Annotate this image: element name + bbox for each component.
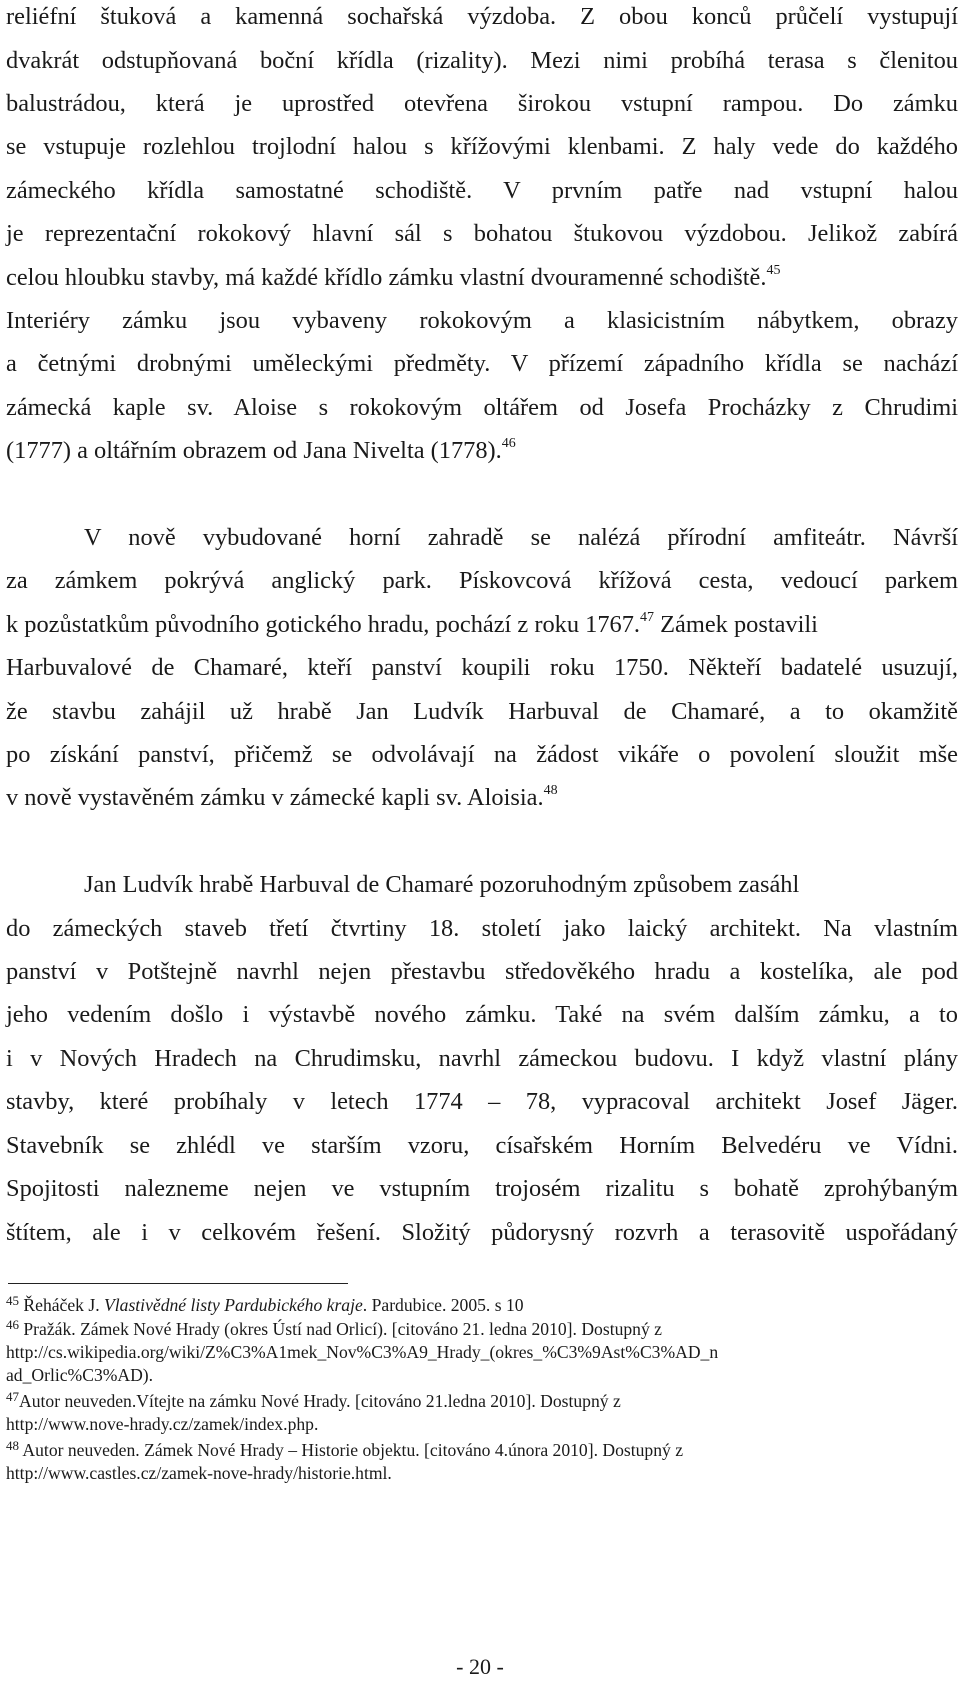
body-text-line: Harbuvalové de Chamaré, kteří panství koupili roku 1750. Někteří badatelé usuzují, bbox=[6, 654, 958, 681]
footnote-number: 46 bbox=[6, 1317, 19, 1332]
footnote-46-link[interactable]: http://cs.wikipedia.org/wiki/Z%C3%A1mek_Nov%C3%A9_Hrady_(okres_%C3%9Ast%C3%AD_n bbox=[6, 1342, 719, 1362]
line-text: celou hloubku stavby, má každé křídlo zámku vlastní dvouramenné schodiště. bbox=[6, 264, 767, 291]
footnote-number: 47 bbox=[6, 1389, 19, 1404]
body-text-line: i v Nových Hradech na Chrudimsku, navrhl zámeckou budovu. I když vlastní plány bbox=[6, 1045, 958, 1072]
body-text-line: po získání panství, přičemž se odvolávají na žádost vikáře o povolení sloužit mše bbox=[6, 741, 958, 768]
footnote-47-link[interactable]: http://www.nove-hrady.cz/zamek/index.php. bbox=[6, 1414, 319, 1434]
footnote-ref-47[interactable]: 47 bbox=[640, 610, 655, 625]
footnote-text: Autor neuveden.Vítejte na zámku Nové Hrady. [citováno 21.ledna 2010]. Dostupný z bbox=[19, 1391, 621, 1411]
line-text: k pozůstatkům původního gotického hradu, pochází z roku 1767. bbox=[6, 611, 641, 638]
footnote-number: 45 bbox=[6, 1293, 19, 1308]
body-text-line: Spojitosti nalezneme nejen ve vstupním trojosém rizalitu s bohatě zprohýbaným bbox=[6, 1175, 958, 1202]
body-text-line: do zámeckých staveb třetí čtvrtiny 18. století jako laický architekt. Na vlastním bbox=[6, 915, 958, 942]
body-text-line bbox=[6, 436, 516, 466]
footnote-number: 48 bbox=[6, 1438, 19, 1453]
footnote-title: Vlastivědné listy Pardubického kraje bbox=[104, 1295, 363, 1315]
line-text: v nově vystavěném zámku v zámecké kapli sv. Aloisia. bbox=[6, 784, 544, 811]
body-text-line: je reprezentační rokokový hlavní sál s bohatou štukovou výzdobou. Jelikož zabírá bbox=[6, 220, 958, 247]
body-text-line: Jan Ludvík hrabě Harbuval de Chamaré pozoruhodným způsobem zasáhl bbox=[84, 871, 800, 898]
footnote-ref-45[interactable]: 45 bbox=[766, 263, 781, 278]
body-text-line: zámeckého křídla samostatné schodiště. V prvním patře nad vstupní halou bbox=[6, 177, 958, 204]
body-text-line: reliéfní štuková a kamenná sochařská výzdoba. Z obou konců průčelí vystupují bbox=[6, 3, 958, 30]
footnote-48-link[interactable]: http://www.castles.cz/zamek-nove-hrady/historie.html. bbox=[6, 1463, 392, 1483]
body-text-line: za zámkem pokrývá anglický park. Pískovcová křížová cesta, vedoucí parkem bbox=[6, 567, 958, 594]
body-text-line: dvakrát odstupňovaná boční křídla (rizality). Mezi nimi probíhá terasa s členitou bbox=[6, 47, 958, 74]
footnote-46 bbox=[6, 1318, 662, 1340]
body-text-line: se vstupuje rozlehlou trojlodní halou s křížovými klenbami. Z haly vede do každého bbox=[6, 133, 958, 160]
footnote-text: Pražák. Zámek Nové Hrady (okres Ústí nad Orlicí). [citováno 21. ledna 2010]. Dostupný z bbox=[19, 1319, 662, 1339]
line-text: (1777) a oltářním obrazem od Jana Nivelta (1778). bbox=[6, 437, 502, 464]
body-text-line: štítem, ale i v celkovém řešení. Složitý půdorysný rozvrh a terasovitě uspořádaný bbox=[6, 1219, 958, 1246]
footnote-separator bbox=[8, 1283, 348, 1284]
body-text-line: panství v Potštejně navrhl nejen přestavbu středověkého hradu a kostelíka, ale pod bbox=[6, 958, 958, 985]
body-text-line: V nově vybudované horní zahradě se nalézá přírodní amfiteátr. Návrší bbox=[84, 524, 958, 551]
footnote-text: . Pardubice. 2005. s 10 bbox=[362, 1295, 524, 1315]
footnote-48 bbox=[6, 1439, 683, 1461]
footnote-45 bbox=[6, 1294, 524, 1316]
footnote-ref-48[interactable]: 48 bbox=[543, 783, 558, 798]
body-text-line: že stavbu zahájil už hrabě Jan Ludvík Harbuval de Chamaré, a to okamžitě bbox=[6, 698, 958, 725]
body-text-line: balustrádou, která je uprostřed otevřena širokou vstupní rampou. Do zámku bbox=[6, 90, 958, 117]
body-text-line: Interiéry zámku jsou vybaveny rokokovým a klasicistním nábytkem, obrazy bbox=[6, 307, 958, 334]
footnote-ref-46[interactable]: 46 bbox=[501, 436, 516, 451]
footnote-text: Řeháček J. bbox=[19, 1295, 105, 1315]
footnote-46-link-cont[interactable]: ad_Orlic%C3%AD). bbox=[6, 1365, 154, 1385]
footnote-text: Autor neuveden. Zámek Nové Hrady – Historie objektu. [citováno 4.února 2010]. Dostupný z bbox=[19, 1440, 684, 1460]
document-page bbox=[6, 0, 958, 1686]
footnote-47 bbox=[6, 1390, 621, 1412]
body-text-line bbox=[6, 610, 818, 640]
body-text-line: jeho vedením došlo i výstavbě nového zámku. Také na svém dalším zámku, a to bbox=[6, 1001, 958, 1028]
body-text-line bbox=[6, 783, 558, 813]
line-text: Zámek postavili bbox=[654, 611, 818, 638]
body-text-line bbox=[6, 263, 780, 293]
body-text-line: Stavebník se zhlédl ve starším vzoru, císařském Horním Belvedéru ve Vídni. bbox=[6, 1132, 958, 1159]
body-text-line: stavby, které probíhaly v letech 1774 – 78, vypracoval architekt Josef Jäger. bbox=[6, 1088, 958, 1115]
body-text-line: a četnými drobnými uměleckými předměty. V přízemí západního křídla se nachází bbox=[6, 350, 958, 377]
body-text-line: zámecká kaple sv. Aloise s rokokovým oltářem od Josefa Procházky z Chrudimi bbox=[6, 394, 958, 421]
page-number: - 20 - bbox=[456, 1654, 504, 1679]
